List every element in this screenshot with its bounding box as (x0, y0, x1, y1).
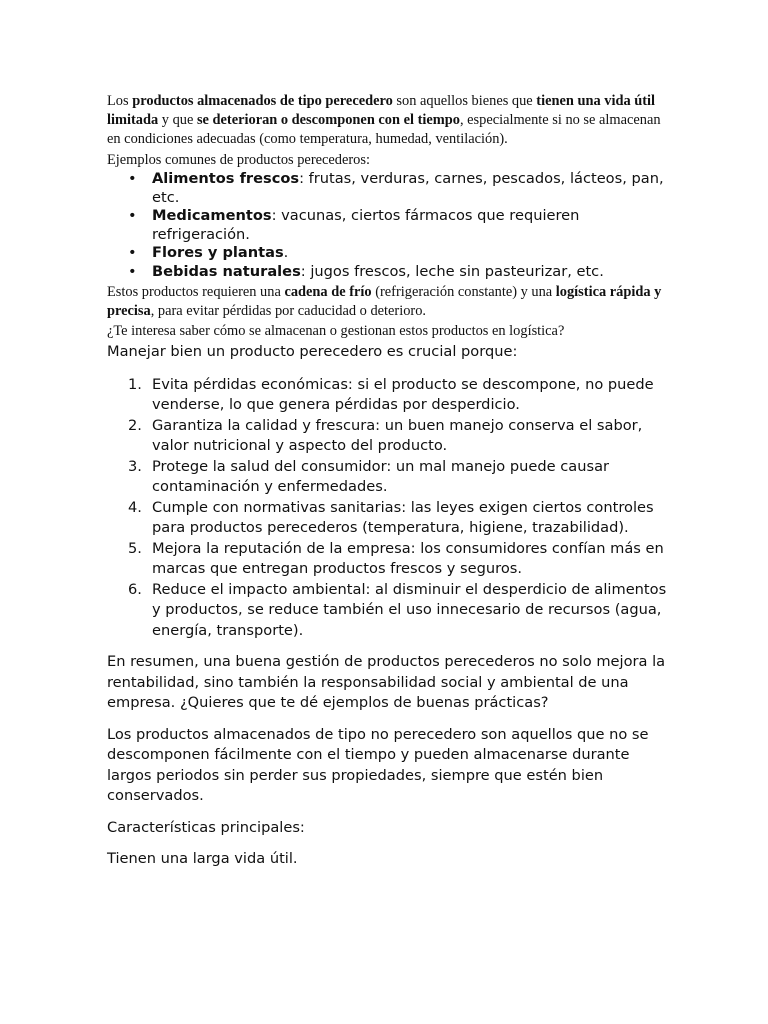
list-item (128, 207, 667, 244)
text-run: , especialmente si no se almacenan en condiciones adecuadas (como temperatura, humedad, ventilación). (107, 112, 661, 147)
bold-term: Bebidas naturales (152, 262, 301, 280)
intro-paragraph (107, 92, 667, 149)
text-run: son aquellos bienes que (392, 93, 537, 109)
examples-heading: Ejemplos comunes de productos perecederos: (107, 152, 370, 168)
text-run: Los (107, 93, 133, 109)
bold-term: Alimentos frescos (152, 170, 300, 187)
text-run: . (283, 244, 289, 261)
list-item (128, 539, 667, 580)
bold-term: productos almacenados de tipo perecedero (132, 93, 393, 109)
text-run: Estos productos requieren una (107, 284, 285, 300)
list-item-text: Evita pérdidas económicas: si el producto se descompone, no puede venderse, lo que genera pérdidas por desperdicio. (152, 375, 654, 413)
section-lead: Manejar bien un producto perecedero es crucial porque: (107, 343, 518, 360)
list-item-text: Garantiza la calidad y frescura: un buen manejo conserva el sabor, valor nutricional y aspecto del producto. (152, 416, 643, 454)
text-run: y que (158, 112, 197, 128)
bold-term: se deterioran o descomponen con el tiempo (196, 112, 460, 128)
question-paragraph: ¿Te interesa saber cómo se almacenan o gestionan estos productos en logística? (107, 323, 565, 339)
text-run: (refrigeración constante) y una (371, 284, 556, 300)
list-item (128, 262, 667, 282)
list-item (128, 580, 667, 642)
bullet-marker: • (128, 170, 137, 187)
list-item-text: Mejora la reputación de la empresa: los consumidores confían más en marcas que entregan productos frescos y seguros. (152, 539, 664, 577)
list-number: 1. (128, 375, 142, 393)
text-run: : frutas, verduras, carnes, pescados, lácteos, pan, etc. (152, 170, 664, 206)
bold-term: cadena de frío (284, 284, 372, 300)
bold-term: Medicamentos (152, 207, 272, 224)
document-body (107, 92, 667, 870)
list-item (128, 416, 667, 457)
nonperishable-paragraph: Los productos almacenados de tipo no perecedero son aquellos que no se descomponen fácilmente con el tiempo y pueden almacenarse durante largos periodos sin perder sus propiedades, siempre que estén bien conservados. (107, 725, 649, 804)
list-item (128, 170, 667, 207)
examples-list (107, 170, 667, 281)
list-item (128, 457, 667, 498)
text-run: : jugos frescos, leche sin pasteurizar, etc. (300, 262, 604, 280)
cold-chain-paragraph (107, 283, 667, 321)
list-number: 5. (128, 539, 142, 557)
list-item-text: Protege la salud del consumidor: un mal manejo puede causar contaminación y enfermedades. (152, 457, 610, 495)
features-heading: Características principales: (107, 818, 305, 836)
text-run: : vacunas, ciertos fármacos que requieren refrigeración. (152, 207, 580, 243)
bullet-marker: • (128, 262, 137, 280)
feature-item: Tienen una larga vida útil. (107, 850, 298, 867)
text-run: , para evitar pérdidas por caducidad o deterioro. (150, 303, 427, 319)
bold-term: logística rápida y precisa (107, 284, 662, 319)
list-number: 4. (128, 498, 142, 516)
list-item (128, 375, 667, 416)
bold-term: Flores y plantas (152, 244, 284, 261)
list-item-text: Reduce el impacto ambiental: al disminuir el desperdicio de alimentos y productos, se reduce también el uso innecesario de recursos (agua, energía, transporte). (152, 580, 667, 639)
list-item (128, 498, 667, 539)
reasons-list (107, 375, 667, 642)
list-number: 6. (128, 580, 142, 598)
list-item (128, 244, 667, 263)
list-number: 2. (128, 416, 142, 434)
bullet-marker: • (128, 207, 137, 224)
bullet-marker: • (128, 244, 137, 261)
list-number: 3. (128, 457, 142, 475)
bold-term: tienen una vida útil limitada (107, 93, 656, 128)
list-item-text: Cumple con normativas sanitarias: las leyes exigen ciertos controles para productos perecederos (temperatura, higiene, trazabilidad). (152, 498, 654, 536)
summary-paragraph: En resumen, una buena gestión de productos perecederos no solo mejora la rentabilidad, sino también la responsabilidad social y ambiental de una empresa. ¿Quieres que te dé ejemplos de buenas prácticas? (107, 653, 666, 711)
